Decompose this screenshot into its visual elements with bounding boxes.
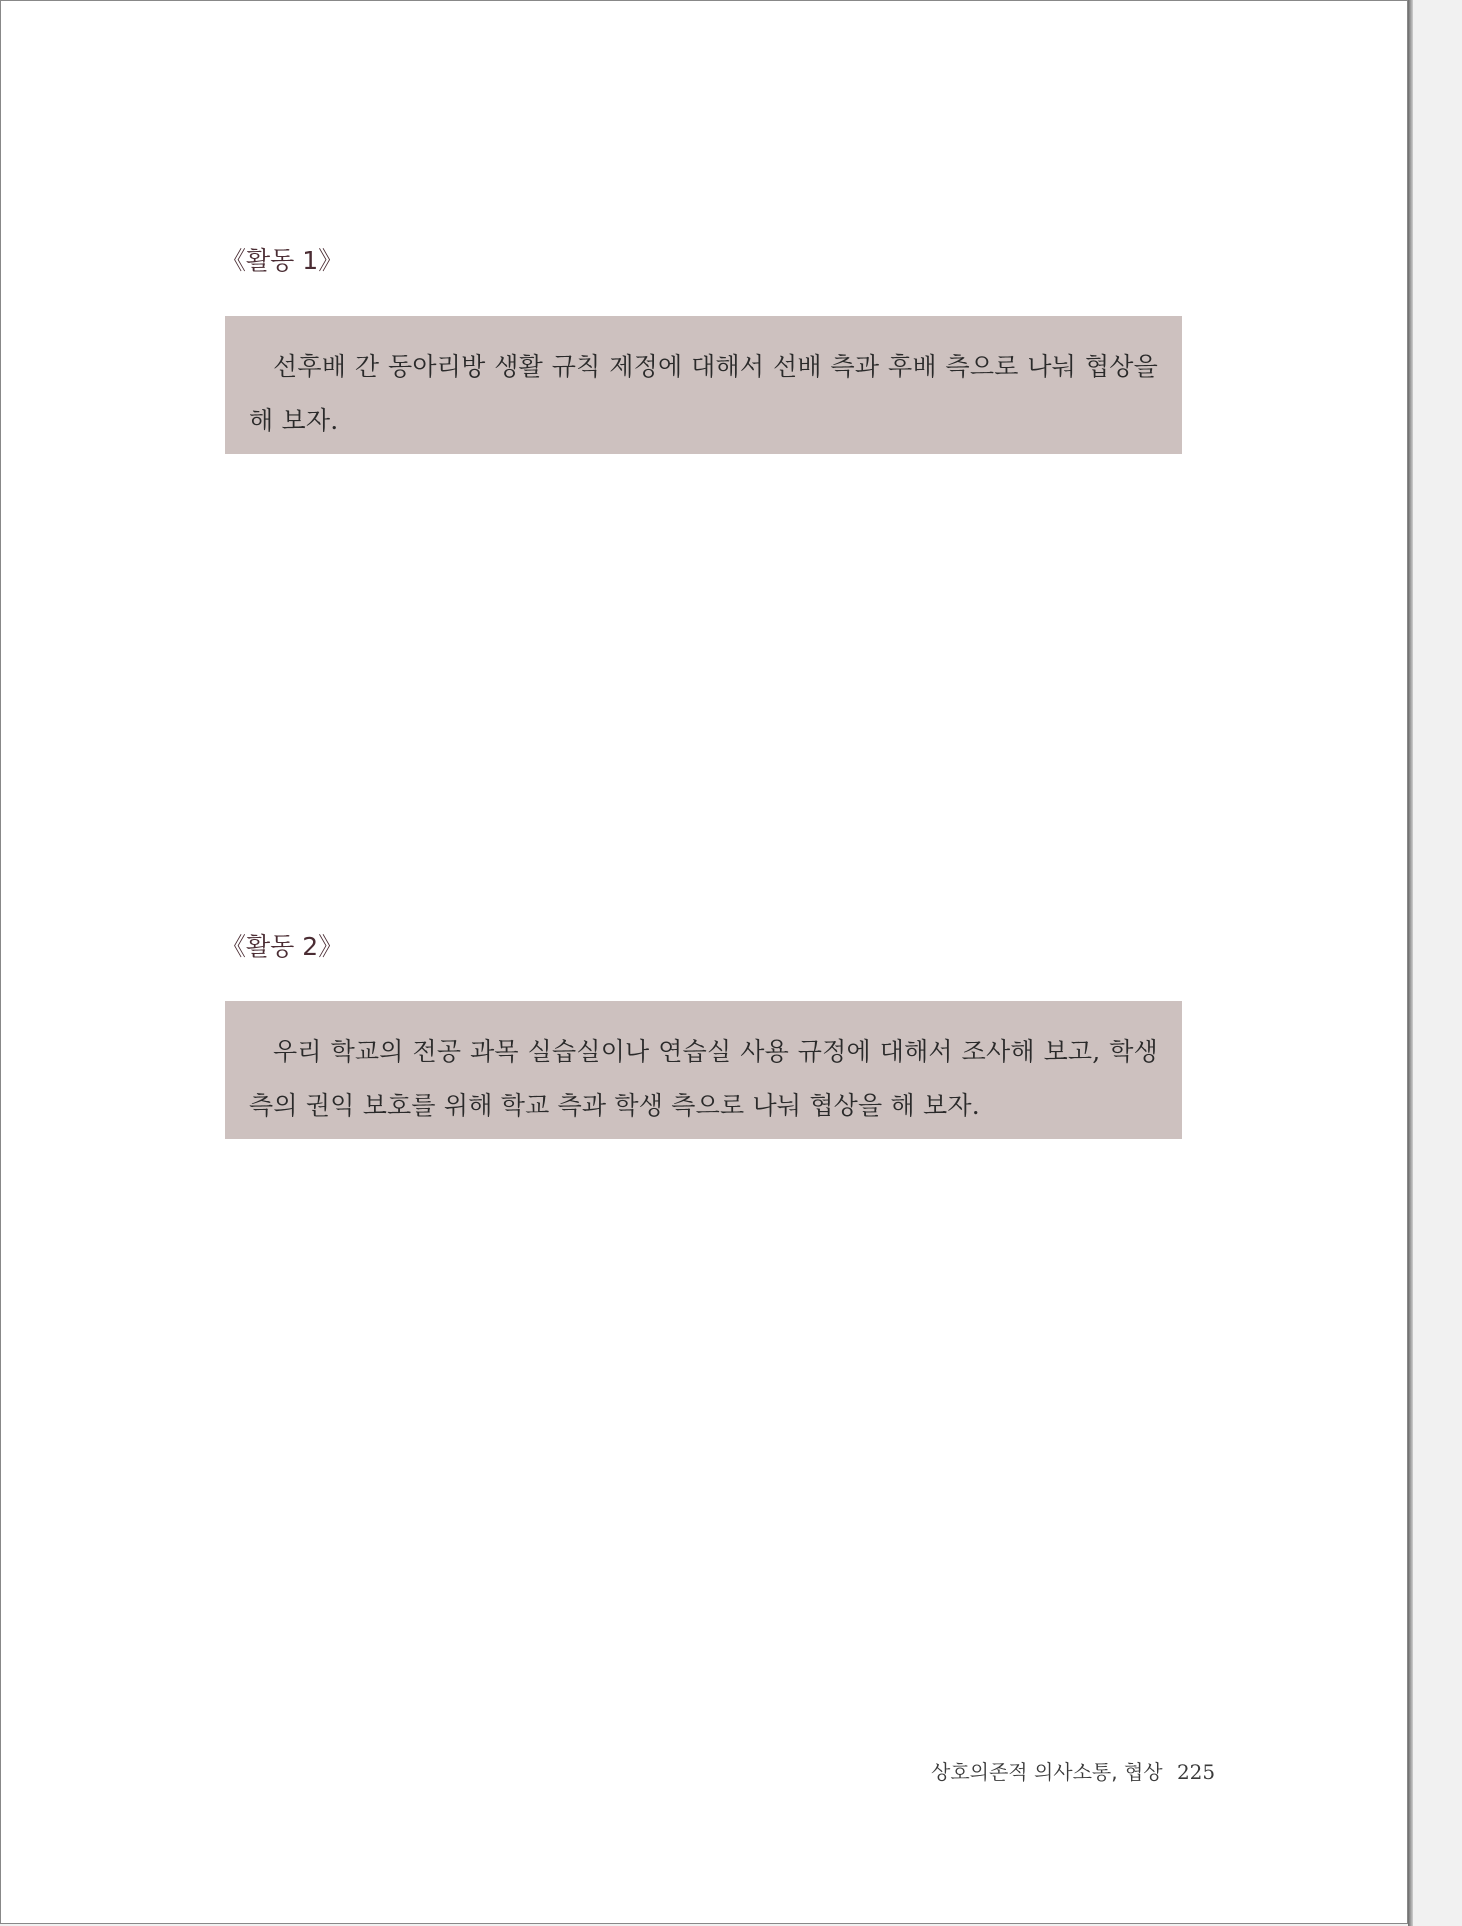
activity-1-heading: 《활동 1》: [221, 246, 344, 275]
activity-2-text: 우리 학교의 전공 과목 실습실이나 연습실 사용 규정에 대해서 조사해 보고, 학생 측의 권익 보호를 위해 학교 측과 학생 측으로 나눠 협상을 해 보자.: [249, 1037, 1158, 1120]
footer-section-title: 상호의존적 의사소통, 협상: [931, 1760, 1163, 1784]
activity-2-heading: 《활동 2》: [221, 932, 344, 961]
activity-1-box: [225, 316, 1182, 454]
page-number: 225: [1176, 1760, 1216, 1784]
activity-1-text: 선후배 간 동아리방 생활 규칙 제정에 대해서 선배 측과 후배 측으로 나눠 협상을 해 보자.: [249, 352, 1158, 435]
activity-2-box: [225, 1001, 1182, 1139]
page-edge-shadow: [1408, 0, 1413, 1926]
page-footer: [931, 1756, 1215, 1785]
